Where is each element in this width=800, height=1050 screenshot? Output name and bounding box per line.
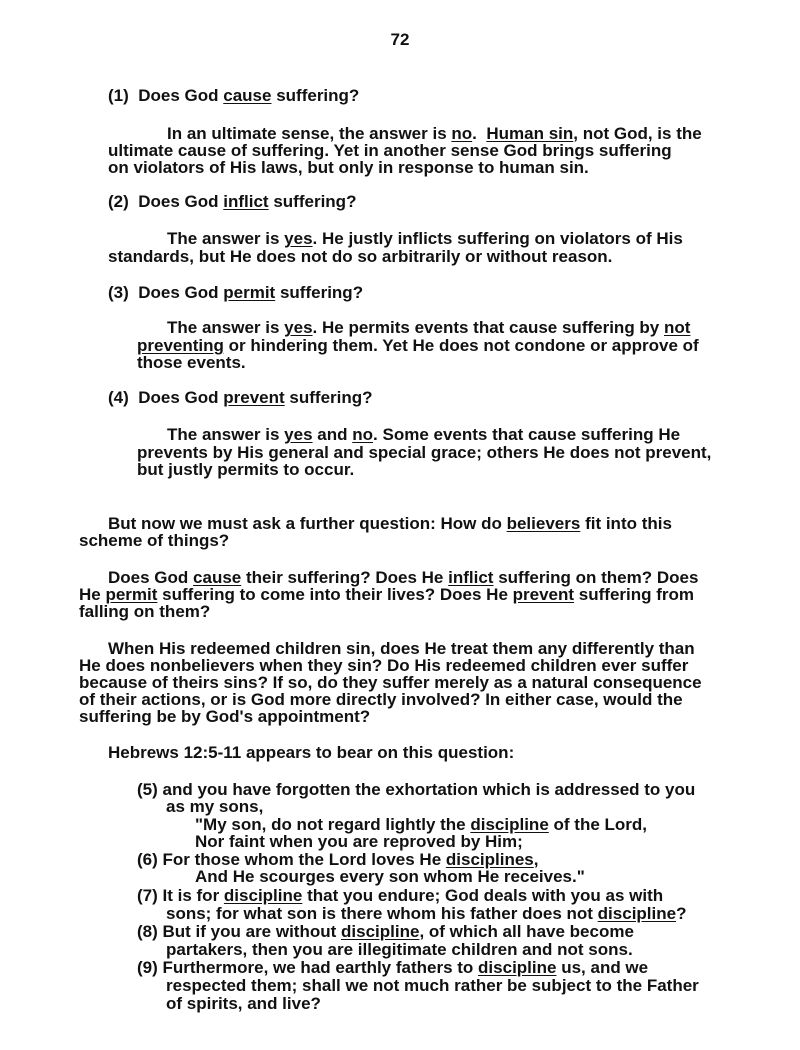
underlined-term: inflict xyxy=(223,192,269,211)
underlined-term: permit xyxy=(223,283,276,302)
answer-1-line-3: on violators of His laws, but only in response to human sin. xyxy=(108,158,589,177)
answer-1-line-1: In an ultimate sense, the answer is no. Human sin, not God, is the xyxy=(167,124,702,143)
underlined-term: no xyxy=(352,425,374,444)
underlined-term: believers xyxy=(506,514,581,533)
verse-number: (8) xyxy=(137,922,158,941)
underlined-term: cause xyxy=(223,86,272,105)
verse-5-line-3: "My son, do not regard lightly the discipline of the Lord, xyxy=(195,815,647,834)
paragraph-3-line-5: suffering be by God's appointment? xyxy=(79,707,371,726)
paragraph-3-line-4: of their actions, or is God more directly involved? In either case, would the xyxy=(79,690,683,709)
underlined-term: yes xyxy=(284,318,313,337)
underlined-term: Human sin xyxy=(486,124,574,143)
question-1: (1) Does God cause suffering? xyxy=(108,86,360,105)
answer-4-line-2: prevents by His general and special grace; others He does not prevent, xyxy=(137,443,712,462)
question-number: (1) xyxy=(108,86,129,105)
page-number: 72 xyxy=(390,30,410,49)
underlined-term: yes xyxy=(284,229,313,248)
verse-6-line-2: And He scourges every son whom He receives." xyxy=(195,867,585,886)
underlined-term: discipline xyxy=(470,815,549,834)
underlined-term: preventing xyxy=(137,336,224,355)
verse-5-line-4: Nor faint when you are reproved by Him; xyxy=(195,832,523,851)
question-2: (2) Does God inflict suffering? xyxy=(108,192,357,211)
underlined-term: disciplines xyxy=(445,850,534,869)
paragraph-2-line-1: Does God cause their suffering? Does He inflict suffering on them? Does xyxy=(108,568,699,587)
paragraph-2-line-2: He permit suffering to come into their lives? Does He prevent suffering from xyxy=(79,585,695,604)
verse-7-line-2: sons; for what son is there whom his father does not discipline? xyxy=(166,904,687,923)
question-number: (3) xyxy=(108,283,129,302)
underlined-term: discipline xyxy=(341,922,420,941)
paragraph-3-line-1: When His redeemed children sin, does He treat them any differently than xyxy=(108,639,695,658)
answer-2-line-2: standards, but He does not do so arbitrarily or without reason. xyxy=(108,247,613,266)
underlined-term: permit xyxy=(105,585,158,604)
underlined-term: discipline xyxy=(597,904,677,923)
paragraph-3-line-3: because of theirs sins? If so, do they suffer merely as a natural consequence xyxy=(79,673,702,692)
underlined-term: not xyxy=(664,318,691,337)
verse-number: (6) xyxy=(137,850,158,869)
paragraph-4: Hebrews 12:5-11 appears to bear on this question: xyxy=(108,743,515,762)
underlined-term: yes xyxy=(284,425,313,444)
verse-9-line-1: (9) Furthermore, we had earthly fathers to discipline us, and we xyxy=(137,958,649,977)
question-number: (2) xyxy=(108,192,129,211)
answer-4-line-3: but justly permits to occur. xyxy=(137,460,355,479)
paragraph-3-line-2: He does nonbelievers when they sin? Do His redeemed children ever suffer xyxy=(79,656,689,675)
verse-number: (9) xyxy=(137,958,158,977)
underlined-term: cause xyxy=(193,568,242,587)
underlined-term: no xyxy=(451,124,473,143)
underlined-term: discipline xyxy=(478,958,557,977)
question-4: (4) Does God prevent suffering? xyxy=(108,388,373,407)
paragraph-2-line-3: falling on them? xyxy=(79,602,211,621)
underlined-term: inflict xyxy=(448,568,494,587)
verse-9-line-3: of spirits, and live? xyxy=(166,994,321,1013)
paragraph-1-line-2: scheme of things? xyxy=(79,531,230,550)
verse-number: (5) xyxy=(137,780,158,799)
underlined-term: prevent xyxy=(512,585,575,604)
paragraph-1-line-1: But now we must ask a further question: How do believers fit into this xyxy=(108,514,672,533)
underlined-term: prevent xyxy=(223,388,285,407)
verse-9-line-2: respected them; shall we not much rather be subject to the Father xyxy=(166,976,699,995)
verse-8-line-1: (8) But if you are without discipline, of which all have become xyxy=(137,922,634,941)
verse-5-line-1: (5) and you have forgotten the exhortation which is addressed to you xyxy=(137,780,696,799)
question-number: (4) xyxy=(108,388,129,407)
answer-3-line-3: those events. xyxy=(137,353,246,372)
verse-7-line-1: (7) It is for discipline that you endure; God deals with you as with xyxy=(137,886,664,905)
question-3: (3) Does God permit suffering? xyxy=(108,283,364,302)
answer-1-line-2: ultimate cause of suffering. Yet in another sense God brings suffering xyxy=(108,141,672,160)
verse-8-line-2: partakers, then you are illegitimate children and not sons. xyxy=(166,940,633,959)
answer-3-line-2: preventing or hindering them. Yet He does not condone or approve of xyxy=(137,336,699,355)
underlined-term: discipline xyxy=(223,886,303,905)
answer-4-line-1: The answer is yes and no. Some events that cause suffering He xyxy=(167,425,681,444)
verse-6-line-1: (6) For those whom the Lord loves He disciplines, xyxy=(137,850,539,869)
answer-3-line-1: The answer is yes. He permits events that cause suffering by not xyxy=(167,318,691,337)
verse-number: (7) xyxy=(137,886,158,905)
verse-5-line-2: as my sons, xyxy=(166,797,264,816)
answer-2-line-1: The answer is yes. He justly inflicts suffering on violators of His xyxy=(167,229,683,248)
